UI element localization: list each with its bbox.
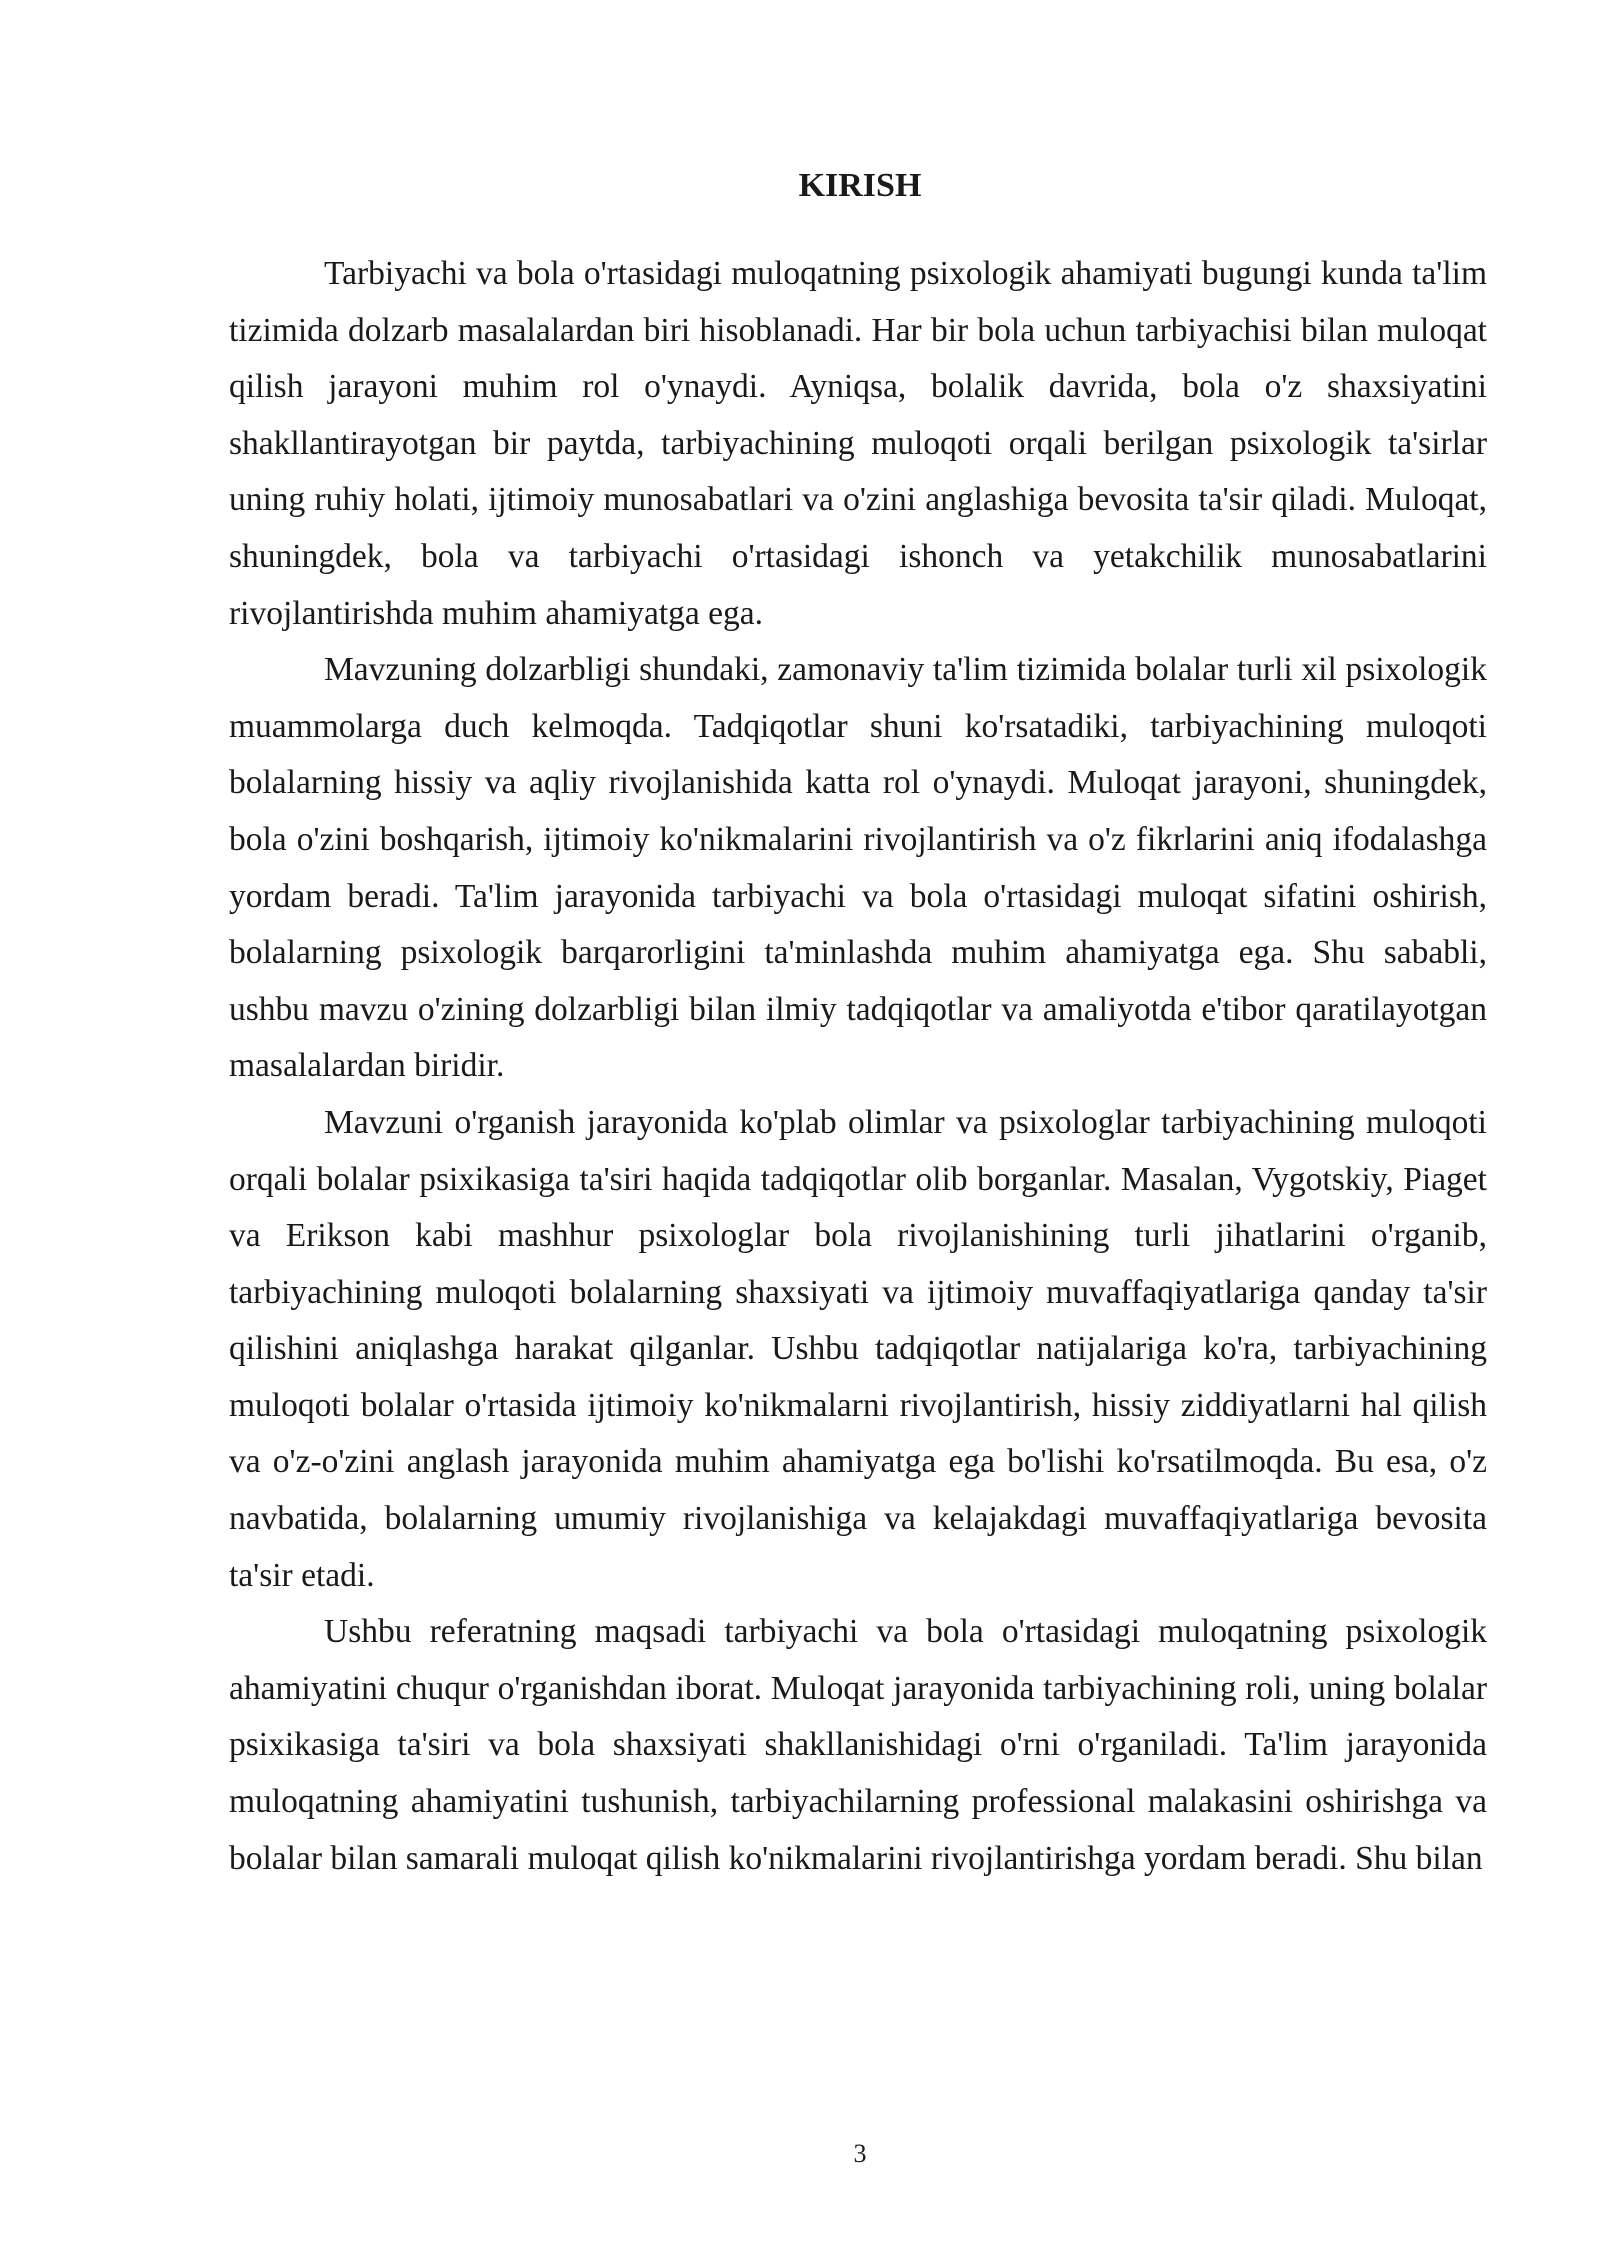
body-text [229, 246, 1487, 1887]
paragraph-2: Mavzuning dolzarbligi shundaki, zamonaviy ta'lim tizimida bolalar turli xil psixologik muammolarga duch kelmoqda. Tadqiqotlar shuni ko'rsatadiki, tarbiyachining muloqoti bolalarning hissiy va aqliy rivojlanishida katta rol o'ynaydi. Muloqat jarayoni, shuningdek, bola o'zini boshqarish, ijtimoiy ko'nikmalarini rivojlantirish va o'z fikrlarini aniq ifodalashga yordam beradi. Ta'lim jarayonida tarbiyachi va bola o'rtasidagi muloqat sifatini oshirish, bolalarning psixologik barqarorligini ta'minlashda muhim ahamiyatga ega. Shu sababli, ushbu mavzu o'zining dolzarbligi bilan ilmiy tadqiqotlar va amaliyotda e'tibor qaratilayotgan masalalardan biridir. [229, 651, 1487, 1085]
paragraph-1: Tarbiyachi va bola o'rtasidagi muloqatning psixologik ahamiyati bugungi kunda ta'lim tizimida dolzarb masalalardan biri hisoblanadi. Har bir bola uchun tarbiyachisi bilan muloqat qilish jarayoni muhim rol o'ynaydi. Ayniqsa, bolalik davrida, bola o'z shaxsiyatini shakllantirayotgan bir paytda, tarbiyachining muloqoti orqali berilgan psixologik ta'sirlar uning ruhiy holati, ijtimoiy munosabatlari va o'zini anglashiga bevosita ta'sir qiladi. Muloqat, shuningdek, bola va tarbiyachi o'rtasidagi ishonch va yetakchilik munosabatlarini rivojlantirishda muhim ahamiyatga ega. [229, 255, 1487, 632]
page-number: 3 [853, 2139, 867, 2168]
paragraph-3: Mavzuni o'rganish jarayonida ko'plab olimlar va psixologlar tarbiyachining muloqoti orqali bolalar psixikasiga ta'siri haqida tadqiqotlar olib borganlar. Masalan, Vygotskiy, Piaget va Erikson kabi mashhur psixologlar bola rivojlanishining turli jihatlarini o'rganib, tarbiyachining muloqoti bolalarning shaxsiyati va ijtimoiy muvaffaqiyatlariga qanday ta'sir qilishini aniqlashga harakat qilganlar. Ushbu tadqiqotlar natijalariga ko'ra, tarbiyachining muloqoti bolalar o'rtasida ijtimoiy ko'nikmalarni rivojlantirish, hissiy ziddiyatlarni hal qilish va o'z-o'zini anglash jarayonida muhim ahamiyatga ega bo'lishi ko'rsatilmoqda. Bu esa, o'z navbatida, bolalarning umumiy rivojlanishiga va kelajakdagi muvaffaqiyatlariga bevosita ta'sir etadi. [229, 1103, 1487, 1594]
section-heading: KIRISH [798, 167, 922, 204]
paragraph-4: Ushbu referatning maqsadi tarbiyachi va bola o'rtasidagi muloqatning psixologik ahamiyatini chuqur o'rganishdan iborat. Muloqat jarayonida tarbiyachining roli, uning bolalar psixikasiga ta'siri va bola shaxsiyati shakllanishidagi o'rni o'rganiladi. Ta'lim jarayonida muloqatning ahamiyatini tushunish, tarbiyachilarning professional malakasini oshirishga va bolalar bilan samarali muloqat qilish ko'nikmalarini rivojlantirishga yordam beradi. Shu bilan [229, 1613, 1487, 1877]
